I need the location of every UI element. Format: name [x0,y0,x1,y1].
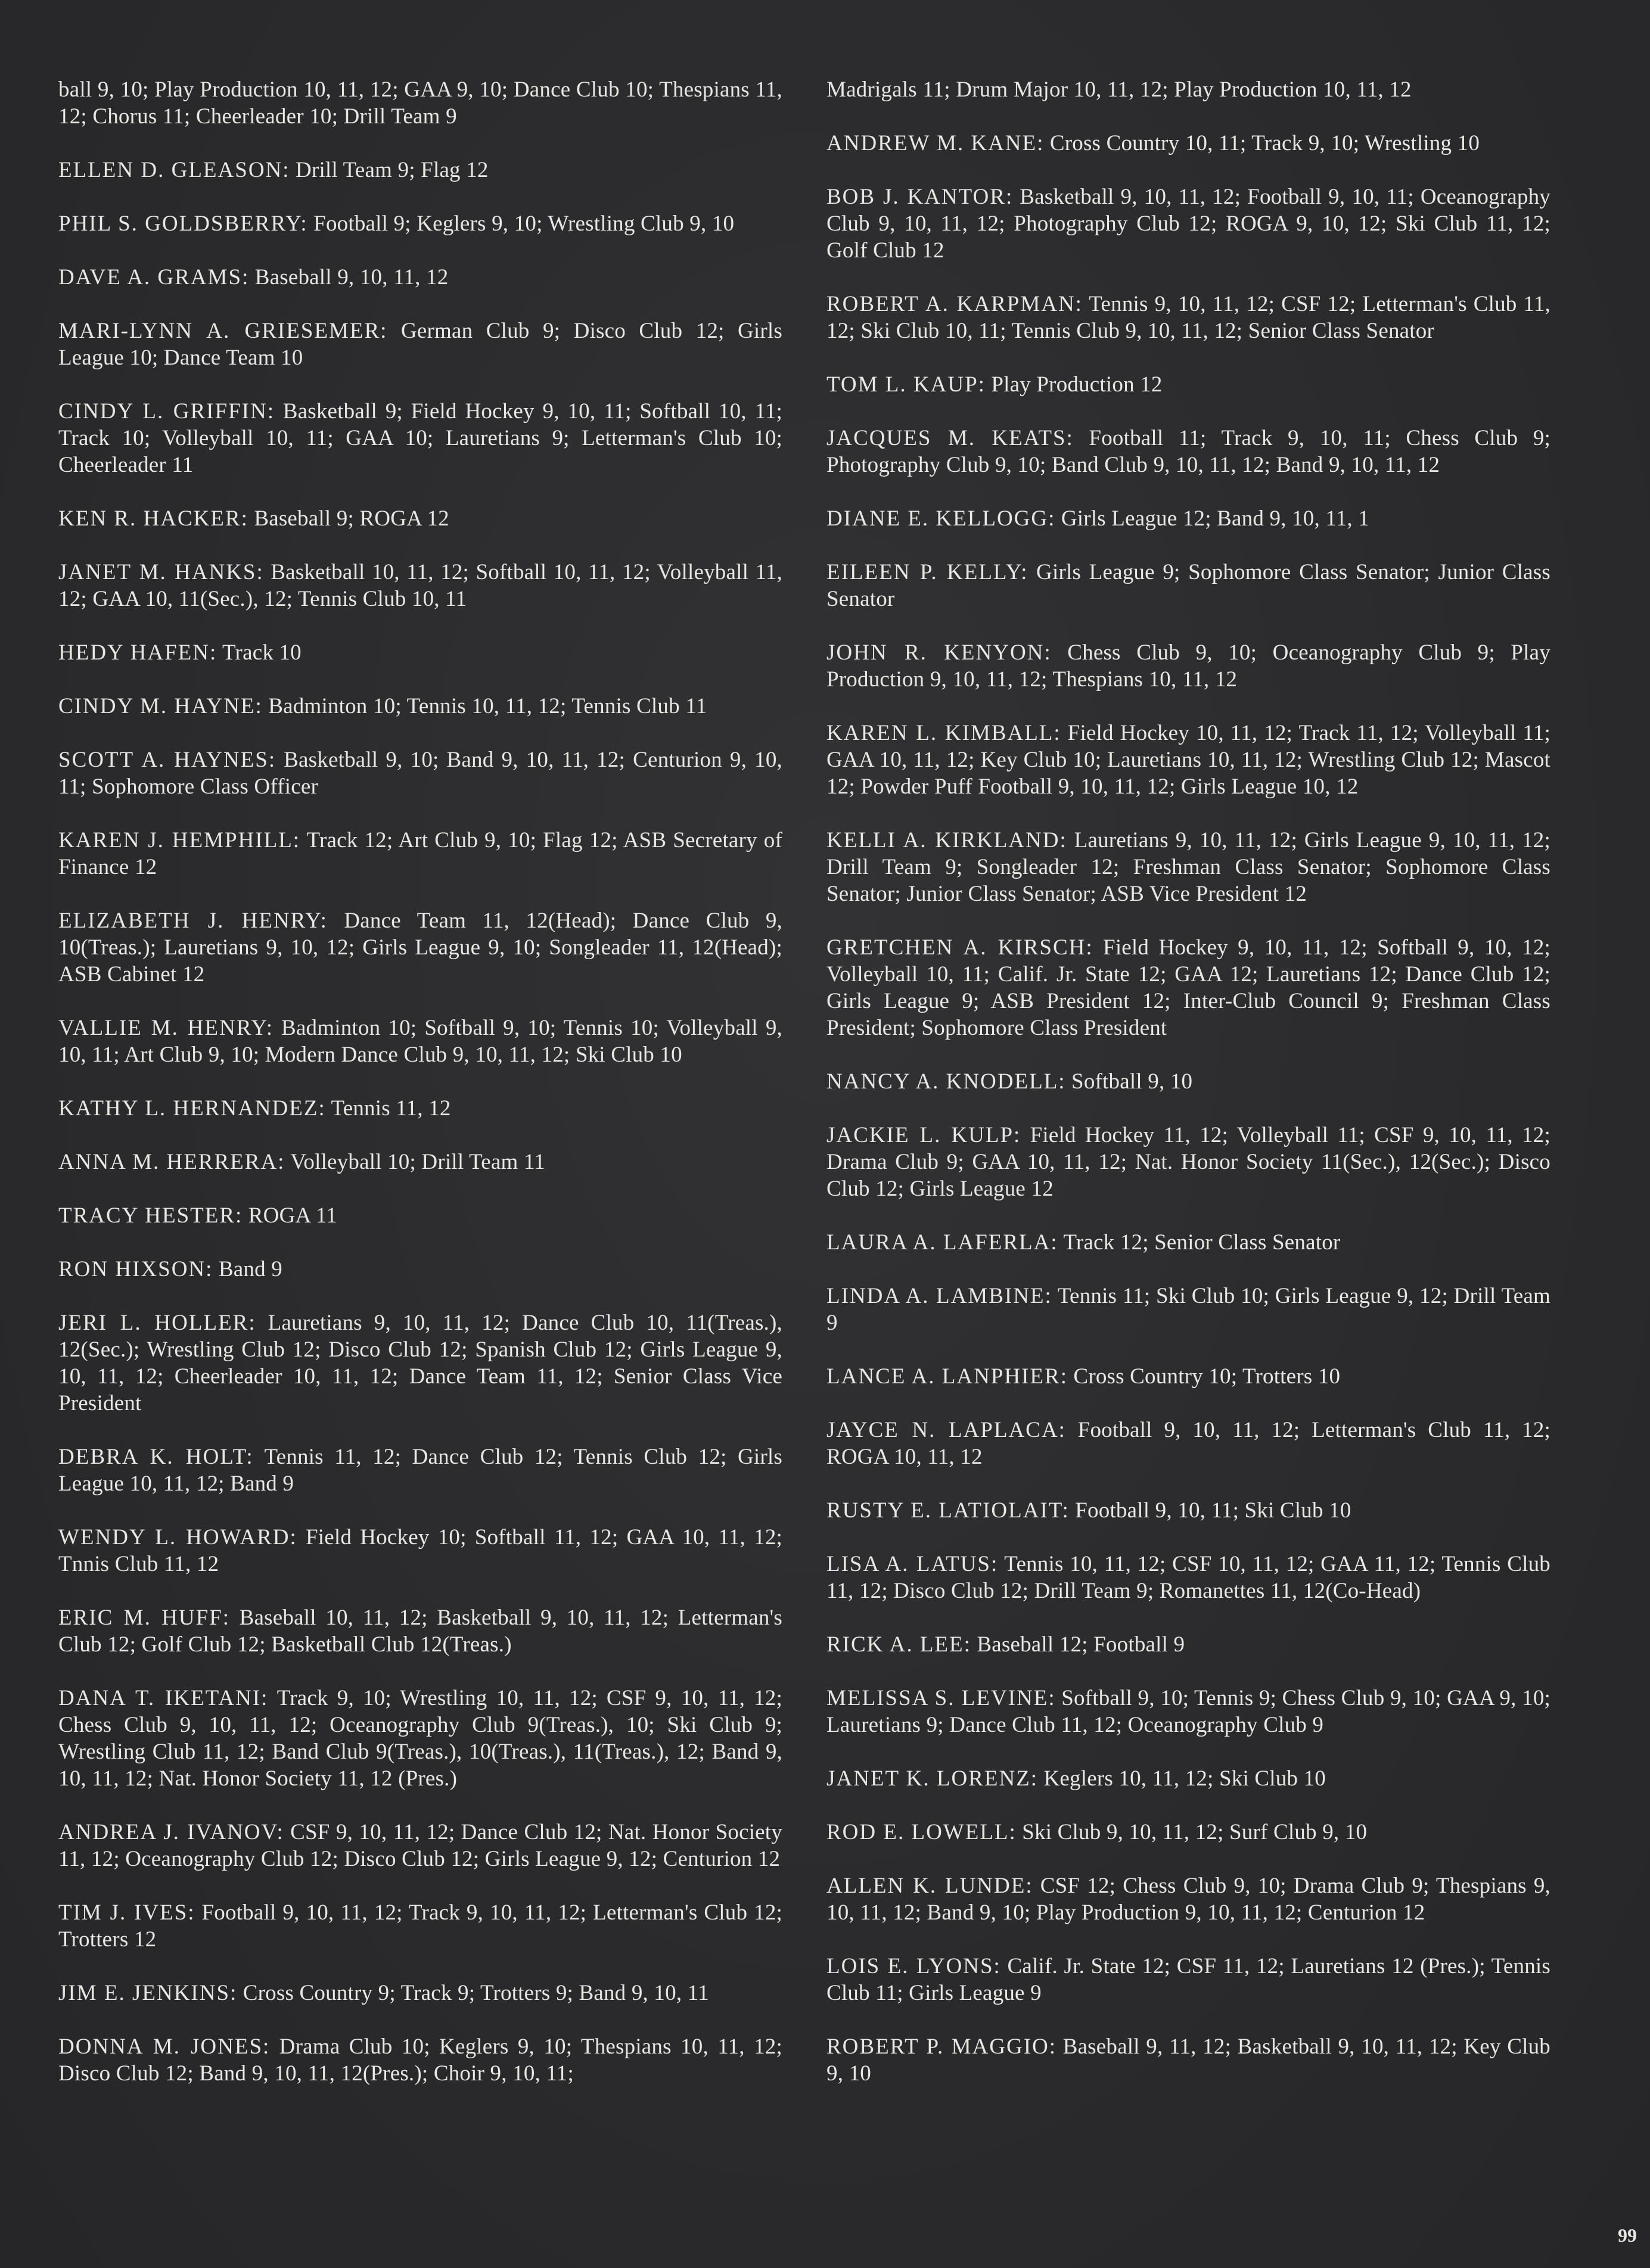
student-name: KAREN L. KIMBALL: [826,721,1061,745]
left-entry [58,1256,782,1283]
activities-text: Badminton 10; Tennis 10, 11, 12; Tennis Club 11 [262,694,707,718]
student-name: JERI L. HOLLER: [58,1311,256,1335]
right-entry [826,1872,1550,1926]
activities-text: Basketball 9, 10, 11, 12; Football 9, 10, 11; Oceanography Club 9, 10, 11, 12; Photography Club 12; ROGA 9, 10, 12; Ski Club 11, 12; Golf Club 12 [826,185,1550,263]
activities-text: Football 9, 10, 11, 12; Track 9, 10, 11, 12; Letterman's Club 12; Trotters 12 [58,1900,782,1952]
right-entry [826,76,1550,103]
activities-text: Volleyball 10; Drill Team 11 [285,1150,546,1174]
student-name: DIANE E. KELLOGG: [826,506,1056,531]
student-name: ROD E. LOWELL: [826,1820,1017,1844]
right-entry [826,371,1550,398]
activities-text: Track 12; Art Club 9, 10; Flag 12; ASB Secretary of Finance 12 [58,828,782,879]
student-name: CINDY L. GRIFFIN: [58,399,275,424]
student-name: DAVE A. GRAMS: [58,265,250,290]
student-name: RON HIXSON: [58,1257,213,1281]
student-name: LAURA A. LAFERLA: [826,1230,1058,1255]
activities-text: Baseball 9, 11, 12; Basketball 9, 10, 11, 12; Key Club 9, 10 [826,2034,1550,2086]
activities-text: Cross Country 10; Trotters 10 [1067,1364,1341,1389]
left-entry [58,827,782,881]
right-entry [826,2033,1550,2087]
activities-text: Football 9, 10, 11, 12; Letterman's Club 11, 12; ROGA 10, 11, 12 [826,1418,1551,1469]
left-entry [58,1095,782,1122]
activities-text: Field Hockey 10, 11, 12; Track 11, 12; Volleyball 11; GAA 10, 11, 12; Key Club 10; Lauretians 10, 11, 12; Wrestling Club 12; Mascot 12; Powder Puff Football 9, 10, 11, 12; Girls League 10, 12 [826,721,1550,799]
student-name: JAYCE N. LAPLACA: [826,1418,1066,1442]
right-entry [826,827,1550,907]
student-name: DONNA M. JONES: [58,2034,271,2059]
right-entry [826,934,1550,1041]
student-name: HEDY HAFEN: [58,640,217,665]
student-name: MARI-LYNN A. GRIESEMER: [58,319,388,343]
activities-text: Baseball 9, 10, 11, 12 [249,265,449,290]
activities-text: Drama Club 10; Keglers 9, 10; Thespians 10, 11, 12; Disco Club 12; Band 9, 10, 11, 12(Pres.); Choir 9, 10, 11; [58,2034,782,2086]
activities-text: Chess Club 9, 10; Oceanography Club 9; Play Production 9, 10, 11, 12; Thespians 10, 11, 12 [826,640,1550,692]
student-name: DANA T. IKETANI: [58,1686,269,1710]
activities-text: Play Production 12 [985,372,1163,397]
student-name: ANDREW M. KANE: [826,131,1045,155]
student-name: SCOTT A. HAYNES: [58,748,276,772]
student-name: JOHN R. KENYON: [826,640,1052,665]
student-name: KELLI A. KIRKLAND: [826,828,1067,853]
activities-text: CSF 9, 10, 11, 12; Dance Club 12; Nat. Honor Society 11, 12; Oceanography Club 12; Disco Club 12; Girls League 9, 12; Centurion 12 [58,1820,782,1871]
student-name: BOB J. KANTOR: [826,185,1014,209]
activities-text: Dance Team 11, 12(Head); Dance Club 9, 10(Treas.); Lauretians 9, 10, 12; Girls League 9, 10; Songleader 11, 12(Head); ASB Cabinet 12 [58,909,782,987]
right-entry [826,183,1550,264]
student-name: LINDA A. LAMBINE: [826,1284,1052,1308]
activities-text: Madrigals 11; Drum Major 10, 11, 12; Play Production 10, 11, 12 [826,77,1412,102]
activities-text: Cross Country 9; Track 9; Trotters 9; Band 9, 10, 11 [237,1981,709,2005]
activities-text: Lauretians 9, 10, 11, 12; Dance Club 10, 11(Treas.), 12(Sec.); Wrestling Club 12; Disco Club 12; Spanish Club 12; Girls League 9, 10, 11, 12; Cheerleader 10, 11, 12; Dance Team 11, 12; Senior Class Vice President [58,1311,782,1415]
left-entry [58,2033,782,2087]
student-name: DEBRA K. HOLT: [58,1445,254,1469]
right-column [826,76,1550,2087]
right-entry [826,559,1550,612]
activities-text: Softball 9, 10 [1065,1069,1193,1094]
student-name: KAREN J. HEMPHILL: [58,828,301,853]
right-entry [826,425,1550,478]
left-entry [58,1819,782,1872]
right-entry [826,639,1550,693]
right-entry [826,505,1550,532]
activities-text: Football 11; Track 9, 10, 11; Chess Club 9; Photography Club 9, 10; Band Club 9, 10, 11, 12; Band 9, 10, 11, 12 [826,426,1550,477]
activities-text: Lauretians 9, 10, 11, 12; Girls League 9, 10, 11, 12; Drill Team 9; Songleader 12; Freshman Class Senator; Sophomore Class Senator; Junior Class Senator; ASB Vice President 12 [826,828,1550,906]
activities-text: Field Hockey 11, 12; Volleyball 11; CSF 9, 10, 11, 12; Drama Club 9; GAA 10, 11, 12; Nat. Honor Society 11(Sec.), 12(Sec.); Disco Club 12; Girls League 12 [826,1123,1550,1201]
student-name: LISA A. LATUS: [826,1552,999,1576]
right-entry [826,1551,1550,1604]
student-name: ROBERT P. MAGGIO: [826,2034,1057,2059]
activities-text: Baseball 10, 11, 12; Basketball 9, 10, 11, 12; Letterman's Club 12; Golf Club 12; Basketball Club 12(Treas.) [58,1606,782,1657]
student-name: PHIL S. GOLDSBERRY: [58,211,308,236]
right-entry [826,1068,1550,1095]
student-name: ELLEN D. GLEASON: [58,158,290,182]
activities-text: Basketball 9, 10; Band 9, 10, 11, 12; Centurion 9, 10, 11; Sophomore Class Officer [58,748,782,799]
left-entry [58,1443,782,1497]
left-entry [58,1685,782,1792]
activities-text: Cross Country 10, 11; Track 9, 10; Wrestling 10 [1044,131,1480,155]
left-entry [58,1015,782,1068]
student-name: JANET K. LORENZ: [826,1766,1039,1791]
left-entry [58,559,782,612]
left-entry [58,693,782,720]
student-name: JACQUES M. KEATS: [826,426,1074,450]
student-name: LOIS E. LYONS: [826,1954,1001,1978]
left-entry [58,1604,782,1658]
right-entry [826,1631,1550,1658]
activities-text: Tennis 9, 10, 11, 12; CSF 12; Letterman's Club 11, 12; Ski Club 10, 11; Tennis Club 9, 10, 11, 12; Senior Class Senator [826,292,1550,343]
student-name: TOM L. KAUP: [826,372,986,397]
right-entry [826,1765,1550,1792]
activities-text: Tennis 10, 11, 12; CSF 10, 11, 12; GAA 11, 12; Tennis Club 11, 12; Disco Club 12; Drill Team 9; Romanettes 11, 12(Co-Head) [826,1552,1550,1603]
right-entry [826,1122,1550,1202]
activities-text: Tennis 11, 12 [325,1096,451,1121]
student-name: RUSTY E. LATIOLAIT: [826,1498,1070,1523]
activities-text: Track 9, 10; Wrestling 10, 11, 12; CSF 9, 10, 11, 12; Chess Club 9, 10, 11, 12; Oceanography Club 9(Treas.), 10; Ski Club 9; Wrestling Club 11, 12; Band Club 9(Treas.), 10(Treas.), 11(Treas.), 12; Band 9, 10, 11, 12; Nat. Honor Society 11, 12 (Pres.) [58,1686,782,1791]
activities-text: Tennis 11, 12; Dance Club 12; Tennis Club 12; Girls League 10, 11, 12; Band 9 [58,1445,782,1496]
right-entry [826,130,1550,157]
left-entry [58,639,782,666]
left-entry [58,157,782,183]
left-entry [58,1202,782,1229]
activities-text: German Club 9; Disco Club 12; Girls League 10; Dance Team 10 [58,319,782,370]
student-name: LANCE A. LANPHIER: [826,1364,1068,1389]
activities-text: Field Hockey 10; Softball 11, 12; GAA 10, 11, 12; Tnnis Club 11, 12 [58,1525,782,1576]
activities-text: ROGA 11 [243,1203,337,1228]
activities-text: Football 9, 10, 11; Ski Club 10 [1069,1498,1351,1523]
student-name: CINDY M. HAYNE: [58,694,263,718]
left-entry [58,1524,782,1578]
left-entry [58,505,782,532]
right-entry [826,1283,1550,1336]
student-name: WENDY L. HOWARD: [58,1525,297,1550]
activities-text: Softball 9, 10; Tennis 9; Chess Club 9, 10; GAA 9, 10; Lauretians 9; Dance Club 11, 12; Oceanography Club 9 [826,1686,1550,1737]
student-name: EILEEN P. KELLY: [826,560,1028,584]
activities-text: Baseball 9; ROGA 12 [248,506,449,531]
left-entry [58,1309,782,1417]
activities-text: Keglers 10, 11, 12; Ski Club 10 [1038,1766,1326,1791]
left-entry [58,398,782,478]
student-name: RICK A. LEE: [826,1632,971,1657]
left-entry [58,76,782,130]
right-entry [826,1363,1550,1390]
right-entry [826,1819,1550,1846]
student-name: TIM J. IVES: [58,1900,195,1925]
activities-text: Drill Team 9; Flag 12 [290,158,489,182]
right-entry [826,1229,1550,1256]
right-entry [826,291,1550,344]
student-name: ANDREA J. IVANOV: [58,1820,284,1844]
student-name: ELIZABETH J. HENRY: [58,909,328,933]
activities-text: Ski Club 9, 10, 11, 12; Surf Club 9, 10 [1016,1820,1368,1844]
right-entry [826,1417,1550,1470]
right-entry [826,720,1550,800]
left-entry [58,907,782,988]
activities-text: Baseball 12; Football 9 [971,1632,1185,1657]
student-name: ERIC M. HUFF: [58,1606,231,1630]
student-name: NANCY A. KNODELL: [826,1069,1066,1094]
activities-text: Basketball 10, 11, 12; Softball 10, 11, 12; Volleyball 11, 12; GAA 10, 11(Sec.), 12; Tennis Club 10, 11 [58,560,782,611]
activities-text: Band 9 [213,1257,282,1281]
right-entry [826,1953,1550,2006]
left-column [58,76,782,2087]
left-entry [58,1980,782,2006]
student-name: MELISSA S. LEVINE: [826,1686,1056,1710]
student-name: KEN R. HACKER: [58,506,248,531]
activities-text: Badminton 10; Softball 9, 10; Tennis 10; Volleyball 9, 10, 11; Art Club 9, 10; Modern Dance Club 9, 10, 11, 12; Ski Club 10 [58,1016,782,1067]
student-name: JIM E. JENKINS: [58,1981,238,2005]
student-name: GRETCHEN A. KIRSCH: [826,935,1093,960]
student-name: JACKIE L. KULP: [826,1123,1021,1147]
right-entry [826,1685,1550,1738]
activities-text: Girls League 9; Sophomore Class Senator; Junior Class Senator [826,560,1550,611]
activities-text: Football 9; Keglers 9, 10; Wrestling Club 9, 10 [307,211,735,236]
student-name: JANET M. HANKS: [58,560,264,584]
student-name: KATHY L. HERNANDEZ: [58,1096,326,1121]
page-number: 99 [1618,2225,1637,2246]
right-entry [826,1497,1550,1524]
left-entry [58,318,782,371]
left-entry [58,210,782,237]
left-entry [58,1149,782,1175]
student-name: ROBERT A. KARPMAN: [826,292,1083,316]
left-entry [58,746,782,800]
activities-text: CSF 12; Chess Club 9, 10; Drama Club 9; Thespians 9, 10, 11, 12; Band 9, 10; Play Production 9, 10, 11, 12; Centurion 12 [826,1874,1550,1925]
activities-text: Basketball 9; Field Hockey 9, 10, 11; Softball 10, 11; Track 10; Volleyball 10, 11; GAA 10; Lauretians 9; Letterman's Club 10; Cheerleader 11 [58,399,782,477]
student-name: ANNA M. HERRERA: [58,1150,285,1174]
left-entry [58,1899,782,1953]
activities-text: Girls League 12; Band 9, 10, 11, 1 [1055,506,1370,531]
activities-text: ball 9, 10; Play Production 10, 11, 12; GAA 9, 10; Dance Club 10; Thespians 11, 12; Chorus 11; Cheerleader 10; Drill Team 9 [58,77,782,129]
activities-text: Tennis 11; Ski Club 10; Girls League 9, 12; Drill Team 9 [826,1284,1550,1335]
student-name: TRACY HESTER: [58,1203,243,1228]
left-entry [58,264,782,291]
activities-text: Track 10 [217,640,302,665]
activities-text: Calif. Jr. State 12; CSF 11, 12; Lauretians 12 (Pres.); Tennis Club 11; Girls League 9 [826,1954,1550,2005]
student-name: ALLEN K. LUNDE: [826,1874,1033,1898]
activities-text: Track 12; Senior Class Senator [1058,1230,1341,1255]
student-name: VALLIE M. HENRY: [58,1016,274,1040]
activities-text: Field Hockey 9, 10, 11, 12; Softball 9, 10, 12; Volleyball 10, 11; Calif. Jr. State 12; GAA 12; Lauretians 12; Dance Club 12; Girls League 9; ASB President 12; Inter-Club Council 9; Freshman Class President; Sophomore Class President [826,935,1550,1040]
